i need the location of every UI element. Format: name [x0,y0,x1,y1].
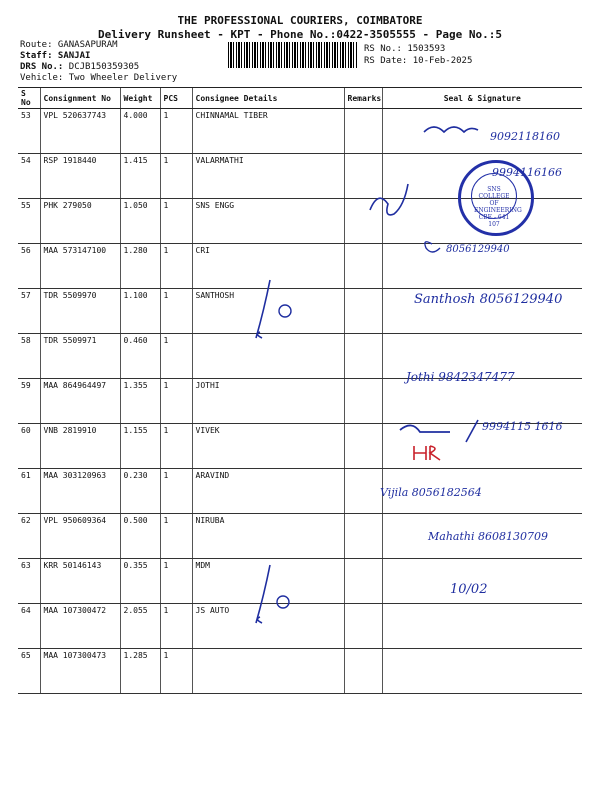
row-pcs: 1 [160,424,192,469]
signature-55-stroke [370,184,408,215]
row-consignment: KRR 50146143 [40,559,120,604]
drs-value: DCJB150359305 [68,62,140,72]
row-sno: 63 [18,559,40,604]
vehicle-label: Vehicle: Two Wheeler Delivery [20,73,178,83]
row-sno: 55 [18,199,40,244]
row-sno: 62 [18,514,40,559]
row-weight: 1.280 [120,244,160,289]
row-weight: 0.460 [120,334,160,379]
row-pcs: 1 [160,154,192,199]
col-seal-signature: Seal & Signature [382,88,582,109]
row-sno: 59 [18,379,40,424]
rs-number: RS No.: 1503593 [364,44,446,54]
signature-53-phone: 9092118160 [490,130,560,143]
row-sno: 54 [18,154,40,199]
signature-61-slash [466,420,478,442]
row-consignee: VALARMATHI [192,154,344,199]
row-sno: 56 [18,244,40,289]
row-consignment: RSP 1918440 [40,154,120,199]
row-sno: 61 [18,469,40,514]
signature-63: Mahathi 8608130709 [428,530,548,543]
col-pcs: PCS [160,88,192,109]
signature-61-phone: 9994115 1616 [482,420,563,433]
row-consignee: JS AUTO [192,604,344,649]
row-consignee: VIVEK [192,424,344,469]
row-sno: 57 [18,289,40,334]
row-consignment: VPL 520637743 [40,109,120,154]
signature-64: 10/02 [450,582,488,597]
row-pcs: 1 [160,109,192,154]
col-consignee: Consignee Details [192,88,344,109]
drs-label: DRS No.: [20,62,64,72]
col-sno: S No [18,88,40,109]
row-consignment: VPL 950609364 [40,514,120,559]
row-consignment: MAA 573147100 [40,244,120,289]
row-weight: 0.230 [120,469,160,514]
row-consignment: MAA 864964497 [40,379,120,424]
row-pcs: 1 [160,244,192,289]
row-pcs: 1 [160,514,192,559]
document-title: THE PROFESSIONAL COURIERS, COIMBATORE [177,14,423,27]
row-consignment: MAA 303120963 [40,469,120,514]
row-weight: 1.415 [120,154,160,199]
col-remarks: Remarks [344,88,382,109]
row-consignment: MAA 107300472 [40,604,120,649]
row-consignment: PHK 279050 [40,199,120,244]
row-consignee: JOTHI [192,379,344,424]
row-consignment: VNB 2819910 [40,424,120,469]
row-weight: 0.500 [120,514,160,559]
row-consignee: CHINNAMAL TIBER [192,109,344,154]
row-sno: 60 [18,424,40,469]
row-pcs: 1 [160,199,192,244]
signature-53-stroke [424,127,478,132]
col-weight: Weight [120,88,160,109]
signature-56-stroke [425,242,440,252]
row-consignee: NIRUBA [192,514,344,559]
signature-58: Santhosh 8056129940 [414,292,563,307]
row-weight: 2.055 [120,604,160,649]
row-consignee: SANTHOSH [192,289,344,334]
row-weight: 1.050 [120,199,160,244]
mark-58-circle [279,305,291,317]
row-weight: 1.285 [120,649,160,694]
row-consignment: TDR 5509970 [40,289,120,334]
row-sno: 58 [18,334,40,379]
row-sno: 65 [18,649,40,694]
row-pcs: 1 [160,334,192,379]
row-sno: 64 [18,604,40,649]
row-sno: 53 [18,109,40,154]
row-pcs: 1 [160,469,192,514]
row-consignee: MDM [192,559,344,604]
mark-58-stroke [256,280,270,338]
row-consignment: TDR 5509971 [40,334,120,379]
signature-56-phone: 8056129940 [446,244,510,255]
row-consignment: MAA 107300473 [40,649,120,694]
row-weight: 1.155 [120,424,160,469]
row-consignee: ARAVIND [192,469,344,514]
row-weight: 4.000 [120,109,160,154]
row-weight: 1.355 [120,379,160,424]
document-subtitle: Delivery Runsheet - KPT - Phone No.:0422-3505555 - Page No.:5 [98,28,502,41]
rs-date: RS Date: 10-Feb-2025 [364,56,473,66]
signature-61-red [414,446,440,460]
signature-54-phone: 9994116166 [492,166,562,179]
staff-label: Staff: SANJAI [20,51,91,61]
row-pcs: 1 [160,559,192,604]
signature-61-stroke [400,425,450,432]
row-weight: 0.355 [120,559,160,604]
col-consignment: Consignment No [40,88,120,109]
signature-62: Vijila 8056182564 [380,486,482,499]
row-consignee: SNS ENGG [192,199,344,244]
mark-65-circle [277,596,289,608]
row-weight: 1.100 [120,289,160,334]
mark-65-stroke [256,565,270,623]
row-pcs: 1 [160,604,192,649]
route-label: Route: GANASAPURAM [20,40,118,50]
signature-59: Jothi 9842347477 [406,370,515,384]
row-pcs: 1 [160,649,192,694]
row-pcs: 1 [160,379,192,424]
row-pcs: 1 [160,289,192,334]
stamp-text: SNS COLLEGE OF ENGINEERING CBE - 641 107 [474,186,522,228]
row-consignee: CRI [192,244,344,289]
